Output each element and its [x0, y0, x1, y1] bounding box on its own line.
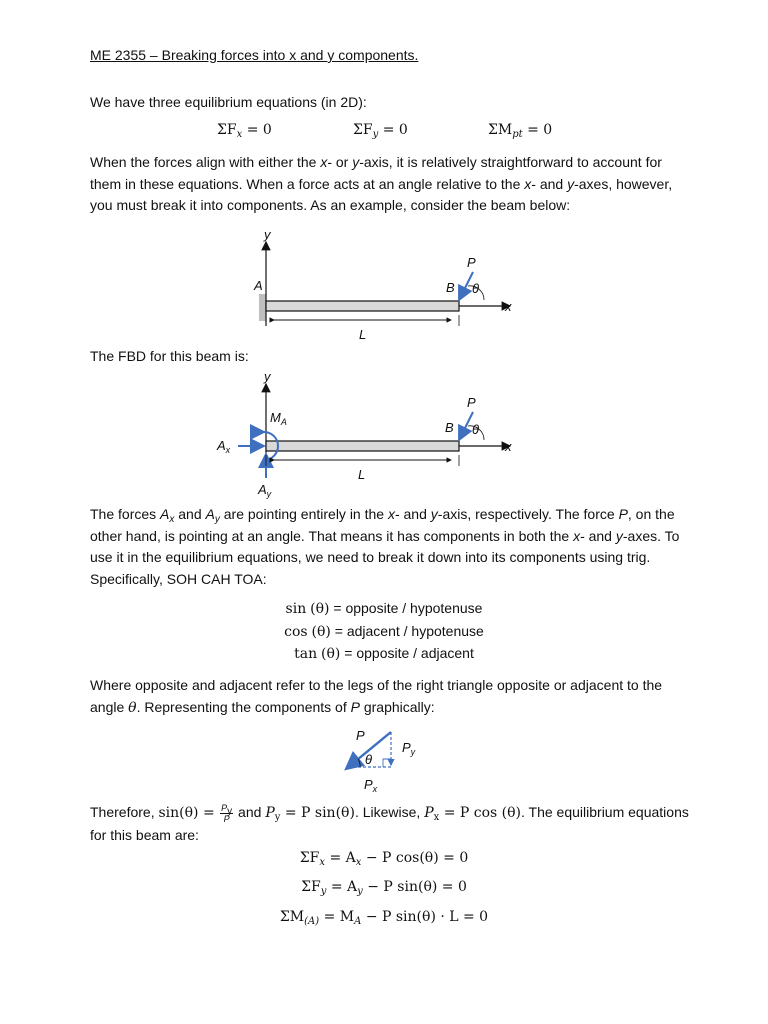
equation-sum-fy: $\Sigma F_y = 0$: [353, 122, 408, 140]
moment-ma-label: $M_A$: [270, 410, 287, 427]
trig-sin-line: sin (θ) = opposite / hypotenuse: [285, 600, 483, 617]
free-body-diagram: [210, 366, 530, 502]
right-angle-mark: [383, 759, 391, 767]
angle-theta-label: θ: [472, 281, 480, 296]
final-equation-ma: $\Sigma M_{(A)} = M_A - P$ sin(θ) · L = 0: [279, 909, 489, 927]
paragraph-force-components: The forces $A_x$ and $A_y$ are pointing entirely in the x- and y-axis, respectively. The force P, on the other hand, is pointing at an angle. That means it has components in both the x- and y-axes. To use it in the equilibrium equations, we need to break it down into its components using trig. Specifically, SOH CAH TOA:: [90, 506, 680, 587]
force-p-label: P: [467, 255, 476, 270]
equation-sum-mpt: $\Sigma M_{pt} = 0$: [488, 122, 553, 140]
triangle-theta-label: θ: [365, 752, 373, 767]
trig-tan-line: tan (θ) = opposite / adjacent: [294, 645, 474, 662]
triangle-angle-arc: [358, 759, 360, 767]
triangle-py-label: $P_y$: [402, 740, 416, 757]
component-triangle-diagram: [332, 722, 442, 798]
paragraph-components-intro: When the forces align with either the x- or y-axis, it is relatively straightforward to account for them in these equations. When a force acts at an angle relative to the x- and y-axes, however, you must break it into components. As an example, consider the beam below:: [90, 154, 673, 213]
beam-diagram: [240, 222, 530, 350]
force-ax-label: $A_x$: [217, 438, 231, 455]
intro-text: We have three equilibrium equations (in 2D):: [90, 94, 367, 110]
fbd-force-p-label: P: [467, 395, 476, 410]
fbd-theta-label: θ: [472, 422, 480, 437]
triangle-px-label: $P_x$: [364, 777, 378, 794]
fbd-y-axis-label: y: [264, 369, 271, 384]
fraction-py-over-p: $\frac{P_y}{P}$: [221, 802, 233, 824]
fbd-x-axis-label: x: [505, 439, 512, 454]
paragraph-graphical: Where opposite and adjacent refer to the legs of the right triangle opposite or adjacent to the angle θ. Representing the components of P graphically:: [90, 677, 663, 716]
point-a-label: A: [254, 278, 263, 293]
page-title: ME 2355 – Breaking forces into x and y components.: [90, 47, 419, 63]
equation-sum-fx: $\Sigma F_x = 0$: [217, 122, 272, 140]
fbd-point-b-label: B: [445, 420, 454, 435]
beam: [266, 301, 459, 311]
paragraph-therefore: Therefore, sin(θ) = $\frac{P_y}{P}$ and $P_y = P$ sin(θ). Likewise, $P_x = P$ cos (θ). The equilibrium equations for this beam are:: [90, 802, 689, 843]
trig-cos-line: cos (θ) = adjacent / hypotenuse: [284, 623, 484, 640]
y-axis-label: y: [264, 227, 271, 242]
force-ay-label: $A_y$: [258, 482, 272, 499]
point-b-label: B: [446, 280, 455, 295]
length-l-label: L: [359, 327, 367, 342]
triangle-p-label: P: [356, 728, 365, 743]
final-equation-fy: $\Sigma F_y = A_y - P$ sin(θ) = 0: [301, 879, 467, 897]
fbd-intro-text: The FBD for this beam is:: [90, 348, 249, 364]
fbd-length-label: L: [358, 467, 366, 482]
fbd-beam: [266, 441, 459, 451]
wall-support: [259, 294, 266, 321]
final-equation-fx: $\Sigma F_x = A_x - P$ cos(θ) = 0: [299, 850, 469, 868]
x-axis-label: x: [505, 299, 512, 314]
